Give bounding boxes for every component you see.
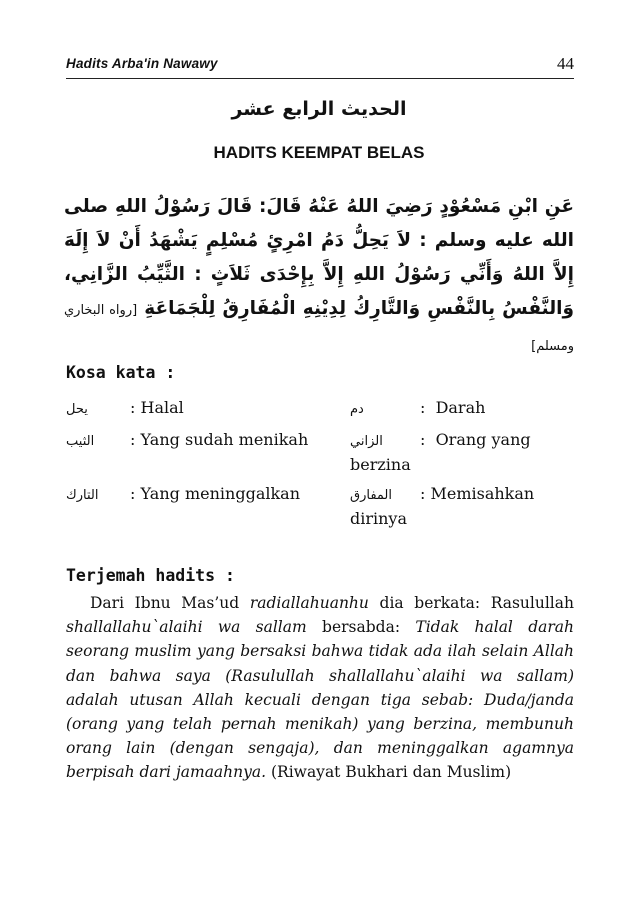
vocab-term-arabic: يحل — [66, 402, 88, 417]
translation-heading: Terjemah hadits : — [66, 566, 235, 585]
translation-paragraph: Dari Ibnu Mas’ud radiallahuanhu dia berkata: Rasulullah shallallahu`alaihi wa sallam bersabda: Tidak halal darah seorang muslim yang bersaksi bahwa tidak ada ilah selain Allah dan bahwa saya (Rasulullah shallallahu`alaihi wa sallam) adalah utusan Allah kecuali dengan tiga sebab: Duda/janda (orang yang telah pernah menikah) yang berzina, membunuh orang lain (dengan sengaja), dan meninggalkan agamnya berpisah dari jamaahnya. (Riwayat Bukhari dan Muslim) — [66, 594, 574, 782]
vocab-term-arabic: التارك — [66, 488, 99, 503]
vocab-term-meaning-continued: berzina — [350, 455, 411, 474]
vocabulary-heading: Kosa kata : — [66, 363, 176, 382]
arabic-heading: الحديث الرابع عشر — [231, 98, 407, 120]
vocab-term-meaning: : Halal — [130, 398, 184, 417]
hadith-body: عَنِ ابْنِ مَسْعُوْدٍ رَضِيَ اللهُ عَنْهُ قَالَ: قَالَ رَسُوْلُ اللهِ صلى الله عليه وسلم : لاَ يَحِلُّ دَمُ امْرِئٍ مُسْلِمٍ يَشْهَدُ أَنْ لاَ إِلَهَ إِلاَّ اللهُ وَأَنِّي رَسُوْلُ اللهِ إِلاَّ بِإِحْدَى ثَلاَثٍ : الثَّيِّبُ الزَّانِي، وَالنَّفْسُ بِالنَّفْسِ وَالتَّارِكُ لِدِيْنِهِ الْمُفَارِقُ لِلْجَمَاعَةِ — [64, 196, 574, 319]
vocab-term-meaning-continued: dirinya — [350, 509, 408, 528]
vocab-term-arabic: المفارق — [350, 488, 392, 503]
vocab-term-arabic: الثيب — [66, 434, 95, 449]
vocab-term-meaning: : Orang yang — [420, 430, 531, 449]
vocab-term-arabic: الزاني — [350, 434, 383, 449]
running-title: Hadits Arba'in Nawawy — [66, 56, 218, 71]
page-header — [66, 52, 574, 79]
vocab-term-arabic: دم — [350, 402, 364, 417]
hadith-narration: [رواه البخاري ومسلم] — [64, 303, 574, 354]
hadith-arabic-text — [64, 190, 574, 364]
vocab-term-meaning: : Yang sudah menikah — [130, 430, 309, 449]
page-number: 44 — [557, 54, 574, 73]
vocab-term-meaning: : Yang meninggalkan — [130, 484, 301, 503]
section-title: HADITS KEEMPAT BELAS — [213, 143, 425, 162]
vocab-term-meaning: : Memisahkan — [420, 484, 535, 503]
vocab-term-meaning: : Darah — [420, 398, 486, 417]
